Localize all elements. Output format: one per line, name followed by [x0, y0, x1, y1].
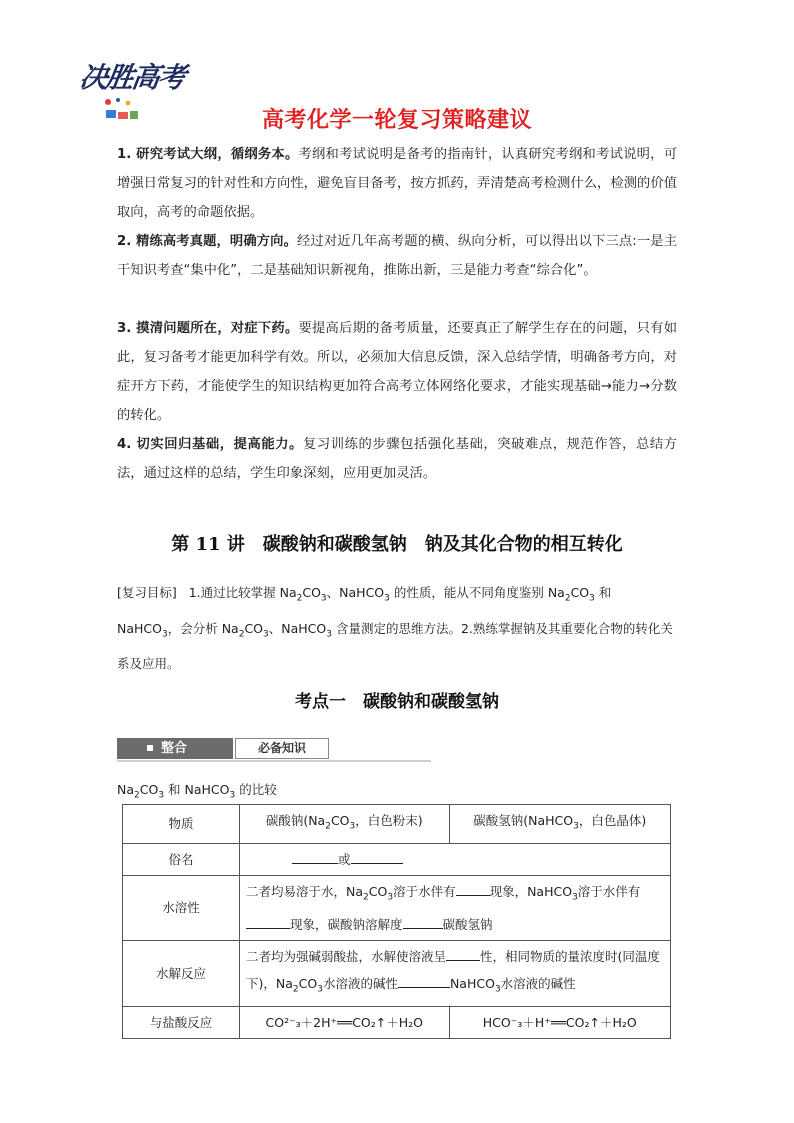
row-sub: 3 — [572, 892, 578, 902]
goal-sub: 2 — [238, 629, 245, 639]
header-sub: 3 — [573, 821, 579, 832]
fill-blank[interactable] — [398, 973, 450, 988]
goal-label: [复习目标] — [117, 585, 177, 600]
header-text: 碳酸钠(Na — [265, 813, 326, 828]
caption-text: CO — [139, 782, 159, 797]
row-text: CO — [368, 883, 388, 899]
logo-text: 决胜高考 — [77, 61, 187, 94]
goal-sub: 3 — [161, 629, 168, 639]
row-content — [240, 843, 671, 875]
table-header-row — [123, 805, 671, 844]
row-text: 水溶液的碱性 — [322, 976, 398, 991]
table-row — [123, 1006, 671, 1038]
header-text: ，白色粉末) — [355, 813, 423, 828]
row-text: 二者均为强碱弱酸盐，水解使溶液呈 — [246, 949, 447, 964]
row-text: 碳酸氢钠 — [442, 917, 493, 932]
fill-blank[interactable] — [292, 849, 338, 864]
header-cell-na2co3 — [240, 805, 450, 844]
advice-lead-4: 4. 切实回归基础，提高能力。 — [117, 437, 303, 452]
caption-sub: 2 — [134, 790, 140, 801]
header-text: 碳酸氢钠(NaHCO — [473, 813, 574, 828]
advice-paragraph-4 — [117, 430, 677, 488]
bar-tag-essential: 必备知识 — [235, 738, 329, 759]
goal-sub: 3 — [320, 593, 327, 604]
goal-text: ，会分析 Na — [167, 620, 239, 636]
goal-sub: 3 — [326, 629, 332, 639]
goal-text: 含量测定的思维方法。2.熟练掌握钠及其重要化合物的转化关系及应用。 — [117, 620, 673, 671]
header-sub: 2 — [325, 821, 331, 832]
caption-sub: 3 — [158, 790, 165, 801]
goal-text: 1.通过比较掌握 Na — [188, 585, 297, 600]
row-text: 现象，NaHCO — [489, 883, 573, 899]
advice-body-4: 复习训练的步骤包括强化基础，突破难点，规范作答，总结方法，通过这样的总结，学生印象深刻，应用更加灵活。 — [117, 437, 678, 481]
review-goal — [117, 578, 677, 678]
goal-sub: 3 — [263, 629, 269, 639]
advice-body-1: 考纲和考试说明是备考的指南针，认真研究考纲和考试说明，可增强日常复习的针对性和方向性，避免盲目备考，按方抓药，弄清楚高考检测什么，检测的价值取向，高考的命题依据。 — [117, 147, 677, 220]
row-text: 水溶液的碱性 — [500, 976, 576, 991]
goal-text: 和 NaHCO — [117, 585, 612, 636]
advice-body-3: 要提高后期的备考质量，还要真正了解学生存在的问题，只有如此，复习备考才能更加科学有效。所以，必须加大信息反馈，深入总结学情，明确备考方向，对症开方下药，才能使学生的知识结构更加符合高考立体网络化要求，才能实现基础→能力→分数的转化。 — [117, 321, 677, 423]
goal-text: 的性质，能从不同角度鉴别 Na — [389, 585, 565, 600]
advice-lead-2: 2. 精练高考真题，明确方向。 — [117, 234, 297, 249]
lesson-title: 第 11 讲 碳酸钠和碳酸氢钠 钠及其化合物的相互转化 — [171, 534, 623, 555]
fill-blank[interactable] — [246, 914, 290, 929]
goal-text: 、NaHCO — [268, 620, 327, 636]
row-text: NaHCO — [449, 976, 495, 991]
fill-blank[interactable] — [446, 946, 480, 961]
section-bar — [117, 738, 431, 762]
caption-sub: 3 — [229, 790, 236, 801]
row-sub: 3 — [387, 892, 394, 902]
advice-paragraph-3 — [117, 314, 677, 430]
fill-blank[interactable] — [403, 914, 443, 929]
row-text: 现象，碳酸钠溶解度 — [290, 917, 403, 932]
row-content — [240, 875, 671, 941]
table-row — [123, 941, 671, 1007]
goal-sub: 2 — [564, 593, 571, 604]
row-sub: 3 — [317, 984, 323, 995]
equation-nahco3: HCO⁻₃＋H⁺══CO₂↑＋H₂O — [449, 1006, 671, 1038]
table-caption — [117, 780, 277, 801]
comparison-table — [122, 804, 671, 1039]
advice-lead-3: 3. 摸清问题所在，对症下药。 — [117, 321, 299, 336]
row-text: 溶于水伴有 — [393, 883, 456, 899]
row-text: CO — [298, 976, 318, 991]
bar-tag-integrate — [117, 738, 233, 759]
row-sub: 2 — [292, 984, 299, 995]
advice-lead-1: 1. 研究考试大纲，循纲务本。 — [117, 147, 299, 162]
goal-text: CO — [570, 585, 590, 600]
goal-sub: 2 — [296, 593, 303, 604]
goal-sub: 3 — [589, 593, 595, 604]
row-text: 性，相同物质的量浓度时(同温度下)，Na — [246, 949, 660, 991]
caption-text: 的比较 — [235, 782, 277, 797]
equation-na2co3: CO²⁻₃＋2H⁺══CO₂↑＋H₂O — [240, 1006, 450, 1038]
row-content — [240, 941, 671, 1007]
row-label: 与盐酸反应 — [123, 1006, 240, 1038]
header-cell-nahco3 — [449, 805, 671, 844]
row-label: 水溶性 — [123, 875, 240, 941]
header-sub: 3 — [349, 821, 356, 832]
row-sub: 2 — [363, 892, 369, 902]
fill-blank[interactable] — [456, 881, 490, 896]
goal-text: CO — [302, 585, 321, 600]
row-text: 二者均易溶于水，Na — [246, 883, 364, 899]
bar-left-label: 整合 — [161, 741, 188, 756]
page-headline: 高考化学一轮复习策略建议 — [261, 108, 532, 133]
advice-paragraph-2 — [117, 227, 677, 285]
row-text: 或 — [338, 851, 351, 867]
bar-divider — [117, 760, 431, 762]
header-text: ，白色晶体) — [578, 813, 647, 828]
square-bullet-icon — [147, 745, 153, 751]
row-label: 俗名 — [123, 843, 240, 875]
caption-text: Na — [117, 782, 135, 797]
header-text: CO — [330, 813, 350, 828]
goal-text: CO — [244, 620, 264, 636]
row-text: 溶于水伴有 — [577, 883, 641, 899]
table-row — [123, 843, 671, 875]
fill-blank[interactable] — [351, 849, 403, 864]
row-sub: 3 — [494, 984, 501, 995]
row-label: 水解反应 — [123, 941, 240, 1007]
table-row — [123, 875, 671, 941]
goal-sub: 3 — [384, 593, 390, 604]
advice-body-2: 经过对近几年高考题的横、纵向分析，可以得出以下三点:一是主干知识考查“集中化”，二是基础知识新视角，推陈出新，三是能力考查“综合化”。 — [117, 234, 678, 278]
header-cell-substance: 物质 — [123, 805, 240, 844]
advice-paragraph-1 — [117, 140, 677, 227]
section-title: 考点一 碳酸钠和碳酸氢钠 — [295, 692, 499, 712]
goal-text: 、NaHCO — [326, 585, 385, 600]
caption-text: 和 NaHCO — [164, 782, 230, 797]
